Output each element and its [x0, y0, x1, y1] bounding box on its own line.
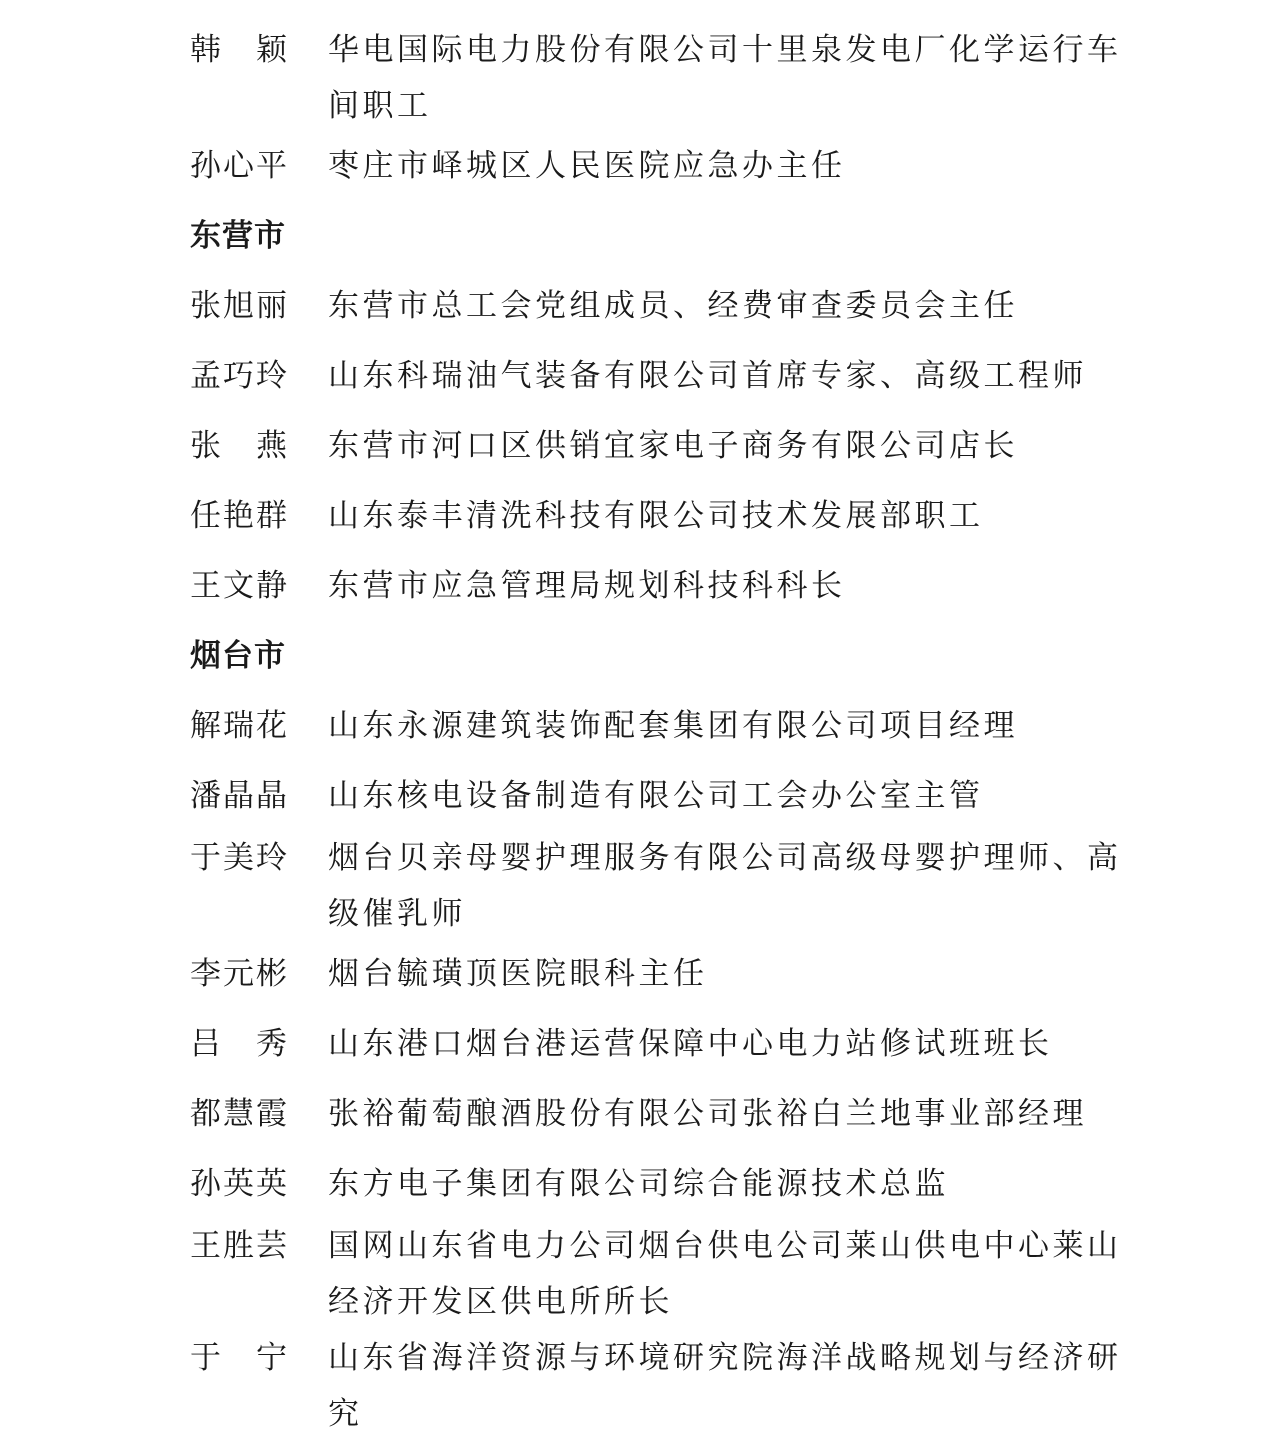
person-name: 解瑞花 — [190, 708, 289, 744]
person-title: 山东泰丰清洗科技有限公司技术发展部职工 — [328, 498, 984, 534]
list-item — [190, 278, 1150, 334]
person-title: 东方电子集团有限公司综合能源技术总监 — [328, 1166, 949, 1202]
person-name: 孙英英 — [190, 1166, 289, 1202]
person-name: 韩 颖 — [190, 32, 289, 68]
person-name: 张 燕 — [190, 428, 289, 464]
person-title: 东营市总工会党组成员、经费审查委员会主任 — [328, 288, 1018, 324]
person-title: 山东省海洋资源与环境研究院海洋战略规划与经济研究 — [328, 1340, 1122, 1432]
list-item — [190, 1156, 1150, 1212]
person-title: 烟台毓璜顶医院眼科主任 — [328, 956, 708, 992]
list-item — [190, 558, 1150, 614]
person-title: 东营市应急管理局规划科技科科长 — [328, 568, 846, 604]
list-item — [190, 946, 1150, 1002]
person-name: 任艳群 — [190, 498, 289, 534]
person-name: 潘晶晶 — [190, 778, 289, 814]
person-name: 于 宁 — [190, 1340, 289, 1376]
list-item — [190, 348, 1150, 404]
person-name: 张旭丽 — [190, 288, 289, 324]
person-title: 枣庄市峄城区人民医院应急办主任 — [328, 148, 846, 184]
person-name: 王胜芸 — [190, 1228, 289, 1264]
list-item — [190, 1086, 1150, 1142]
person-title: 烟台贝亲母婴护理服务有限公司高级母婴护理师、高级催乳师 — [328, 840, 1122, 932]
person-title: 国网山东省电力公司烟台供电公司莱山供电中心莱山经济开发区供电所所长 — [328, 1228, 1122, 1320]
person-name: 于美玲 — [190, 840, 289, 876]
section-heading-yantai: 烟台市 — [190, 638, 286, 674]
list-item — [190, 488, 1150, 544]
person-title: 山东科瑞油气装备有限公司首席专家、高级工程师 — [328, 358, 1087, 394]
person-name: 孙心平 — [190, 148, 289, 184]
list-item — [190, 418, 1150, 474]
list-item — [190, 138, 1150, 194]
person-name: 李元彬 — [190, 956, 289, 992]
list-item — [190, 22, 1150, 134]
section-heading-dongying: 东营市 — [190, 218, 286, 254]
person-title: 华电国际电力股份有限公司十里泉发电厂化学运行车间职工 — [328, 32, 1122, 124]
person-title: 山东核电设备制造有限公司工会办公室主管 — [328, 778, 984, 814]
person-title: 山东港口烟台港运营保障中心电力站修试班班长 — [328, 1026, 1053, 1062]
person-name: 吕 秀 — [190, 1026, 289, 1062]
list-item — [190, 698, 1150, 754]
person-name: 孟巧玲 — [190, 358, 289, 394]
person-title: 东营市河口区供销宜家电子商务有限公司店长 — [328, 428, 1018, 464]
list-item — [190, 830, 1150, 942]
person-title: 张裕葡萄酿酒股份有限公司张裕白兰地事业部经理 — [328, 1096, 1087, 1132]
person-name: 王文静 — [190, 568, 289, 604]
person-title: 山东永源建筑装饰配套集团有限公司项目经理 — [328, 708, 1018, 744]
list-item — [190, 1016, 1150, 1072]
list-item — [190, 768, 1150, 824]
person-name: 都慧霞 — [190, 1096, 289, 1132]
list-item — [190, 1330, 1150, 1442]
list-item — [190, 1218, 1150, 1330]
